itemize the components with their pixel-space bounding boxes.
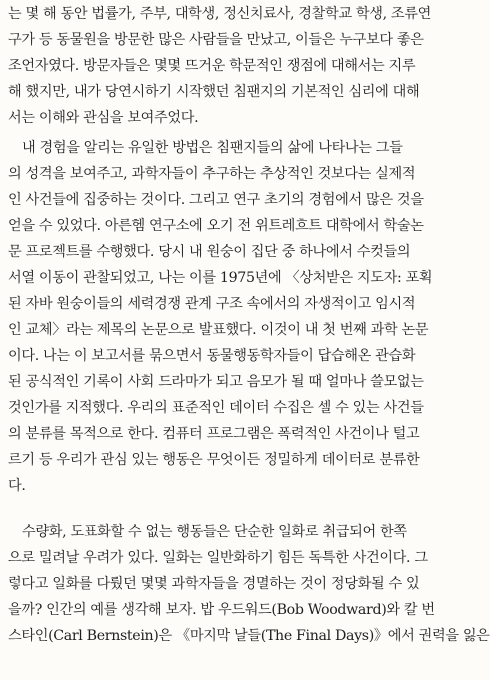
text-line: 구가 등 동물원을 방문한 많은 사람들을 만났고, 이들은 누구보다 좋은 [8, 32, 424, 48]
text-line: 서열 이동이 관찰되었고, 나는 이를 1975년에 〈상처받은 지도자: 포획 [8, 270, 433, 286]
text-line: 해 했지만, 내가 당연시하기 시작했던 침팬지의 기본적인 심리에 대해 [8, 84, 420, 100]
text-line: 의 성격을 보여주고, 과학자들이 추구하는 추상적인 것보다는 실제적 [8, 166, 416, 182]
text-line: 르기 등 우리가 관심 있는 행동은 무엇이든 정밀하게 데이터로 분류한 [8, 452, 420, 468]
text-line: 을까? 인간의 예를 생각해 보자. 밥 우드워드(Bob Woodward)와 칼 번 [8, 602, 435, 618]
book-page [8, 2, 490, 678]
text-line: 인 사건들에 집중하는 것이다. 그리고 연구 초기의 경험에서 많은 것을 [8, 192, 424, 208]
text-line: 는 몇 해 동안 법률가, 주부, 대학생, 정신치료사, 경찰학교 학생, 조류연 [8, 6, 431, 22]
text-line: 다. [8, 478, 26, 494]
text-line: 렇다고 일화를 다뤘던 몇몇 과학자들을 경멸하는 것이 정당화될 수 있 [8, 576, 420, 592]
text-line: 된 공식적인 기록이 사회 드라마가 되고 음모가 될 때 얼마나 쓸모없는 [8, 374, 424, 390]
text-line: 얻을 수 있었다. 아른헴 연구소에 오기 전 위트레흐트 대학에서 학술논 [8, 218, 424, 234]
text-line: 된 자바 원숭이들의 세력경쟁 관계 구조 속에서의 자생적이고 임시적 [8, 296, 416, 312]
text-line: 서는 이해와 관심을 보여주었다. [8, 110, 199, 126]
text-line: 것인가를 지적했다. 우리의 표준적인 데이터 수집은 셀 수 있는 사건들 [8, 400, 424, 416]
text-line: 스타인(Carl Bernstein)은 《마지막 날들(The Final Days)》에서 권력을 잃은 [8, 628, 490, 644]
text-line: 내 경험을 알리는 유일한 방법은 침팬지들의 삶에 나타나는 그들 [22, 140, 403, 156]
text-line: 인 교체〉라는 제목의 논문으로 발표했다. 이것이 내 첫 번째 과학 논문 [8, 322, 429, 338]
text-line: 문 프로젝트를 수행했다. 당시 내 원숭이 집단 중 하나에서 수컷들의 [8, 244, 411, 260]
text-line: 조언자였다. 방문자들은 몇몇 뜨거운 학문적인 쟁점에 대해서는 지루 [8, 58, 416, 74]
text-line: 이다. 나는 이 보고서를 묶으면서 동물행동학자들이 답습해온 관습화 [8, 348, 416, 364]
text-line: 의 분류를 목적으로 한다. 컴퓨터 프로그램은 폭력적인 사건이나 털고 [8, 426, 420, 442]
text-line: 으로 밀려날 우려가 있다. 일화는 일반화하기 힘든 독특한 사건이다. 그 [8, 550, 428, 566]
text-line: 수량화, 도표화할 수 없는 행동들은 단순한 일화로 취급되어 한쪽 [22, 524, 407, 540]
